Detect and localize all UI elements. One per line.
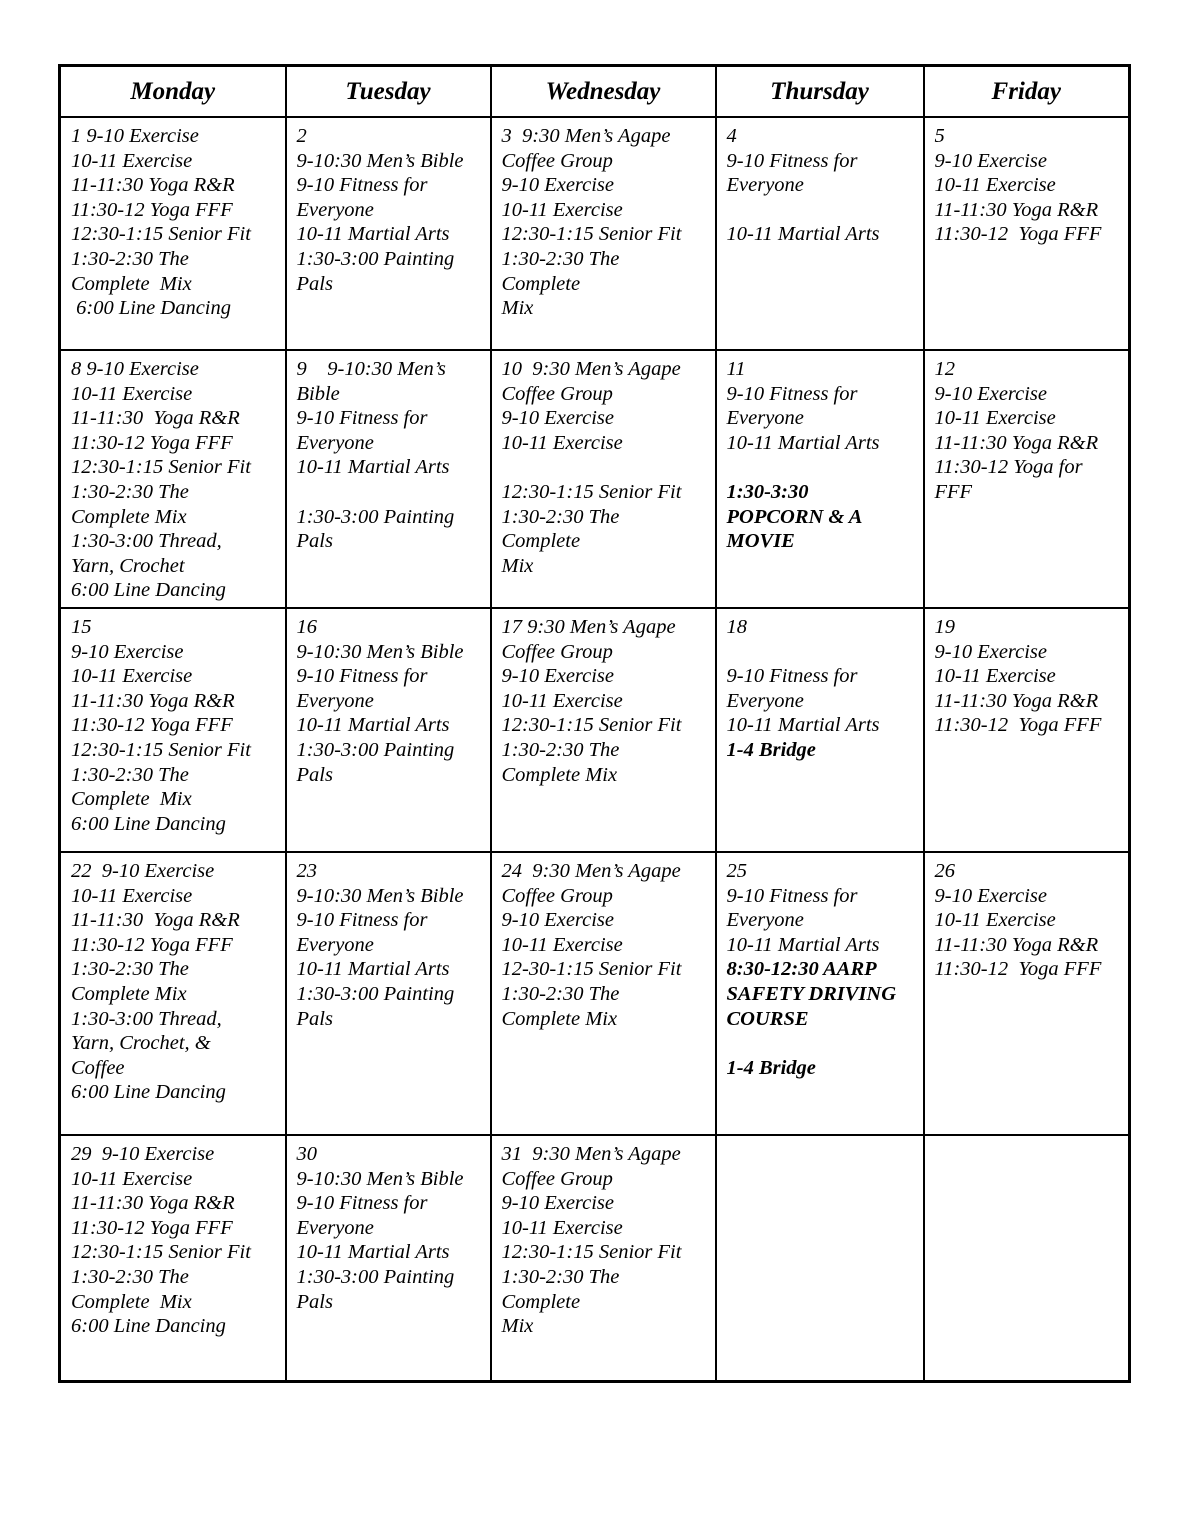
schedule-line: Everyone [296, 198, 374, 221]
schedule-line: 10-11 Martial Arts [296, 714, 450, 737]
schedule-line: Mix [501, 554, 534, 577]
schedule-line: 23 [296, 860, 317, 882]
schedule-line: 11:30-12 Yoga FFF [71, 714, 233, 737]
schedule-line: 9-10 Fitness for [296, 174, 428, 197]
schedule-line: 10-11 Exercise [71, 382, 193, 405]
week-row [60, 608, 1130, 852]
schedule-line: 18 [726, 616, 747, 638]
day-cell-monday [60, 117, 286, 350]
schedule-line: 10-11 Exercise [501, 431, 623, 454]
schedule-line [727, 1031, 914, 1056]
schedule-line: Everyone [296, 689, 374, 712]
schedule-line: Coffee Group [501, 1167, 613, 1190]
day-cell-friday [924, 350, 1130, 608]
schedule-line: 11-11:30 Yoga R&R [71, 407, 240, 430]
schedule-line: 11-11:30 Yoga R&R [934, 198, 1099, 221]
schedule-line: Complete [501, 1290, 581, 1313]
day-cell-content [925, 118, 1129, 247]
schedule-line: 11-11:30 Yoga R&R [71, 689, 235, 712]
day-cell-content [61, 351, 285, 603]
day-cell-thursday [716, 852, 924, 1135]
schedule-line: Complete [501, 530, 581, 553]
schedule-line: 9 9-10:30 Men’s [296, 358, 446, 380]
schedule-line: 1:30-3:00 Thread, [71, 530, 222, 553]
schedule-line: 12:30-1:15 Senior Fit [501, 1241, 682, 1264]
schedule-line: Complete Mix [71, 272, 192, 295]
day-cell-content [287, 609, 490, 787]
schedule-line: 8 9-10 Exercise [71, 358, 199, 380]
day-cell-content [925, 1136, 1129, 1142]
schedule-line: 6:00 Line Dancing [71, 812, 226, 835]
schedule-line: Coffee Group [501, 149, 613, 172]
schedule-line: 10-11 Exercise [71, 1167, 193, 1190]
schedule-line: 9-10 Fitness for [726, 665, 858, 688]
day-cell-friday [924, 852, 1130, 1135]
day-cell-content [492, 609, 715, 787]
schedule-line: FFF [934, 480, 973, 503]
schedule-line: 1:30-2:30 The [71, 1265, 189, 1288]
day-cell-content [717, 118, 923, 247]
schedule-line: Complete Mix [71, 1290, 192, 1313]
schedule-line: 30 [296, 1143, 317, 1165]
schedule-line: 9-10 Fitness for [296, 909, 428, 932]
schedule-line: 12:30-1:15 Senior Fit [71, 456, 251, 479]
schedule-line: 1:30-3:00 Painting [296, 505, 455, 528]
schedule-line: 10-11 Exercise [71, 149, 193, 172]
schedule-line: Coffee Group [501, 382, 613, 405]
day-cell-monday [60, 1135, 286, 1381]
schedule-line: 9-10 Fitness for [726, 382, 858, 405]
schedule-line: 6:00 Line Dancing [71, 579, 226, 602]
schedule-line: 6:00 Line Dancing [71, 297, 231, 320]
schedule-line: 10-11 Martial Arts [296, 1241, 450, 1264]
day-cell-thursday [716, 608, 924, 852]
schedule-line: 12:30-1:15 Senior Fit [501, 714, 682, 737]
week-row [60, 1135, 1130, 1381]
day-cell-content [287, 853, 490, 1031]
schedule-line: 11:30-12 Yoga FFF [934, 958, 1102, 981]
schedule-line: 11-11:30 Yoga R&R [934, 431, 1099, 454]
schedule-line: 10-11 Martial Arts [726, 714, 880, 737]
schedule-line: 10-11 Martial Arts [296, 456, 450, 479]
schedule-line: 11:30-12 Yoga FFF [71, 198, 233, 221]
day-cell-wednesday [491, 1135, 716, 1381]
schedule-line: 1-4 Bridge [726, 738, 816, 761]
schedule-line: 1:30-2:30 The [71, 763, 189, 786]
schedule-line: 12:30-1:15 Senior Fit [71, 223, 251, 246]
schedule-line: 11-11:30 Yoga R&R [71, 174, 235, 197]
day-cell-content [925, 853, 1129, 982]
schedule-line: 16 [296, 616, 317, 638]
header-monday: Monday [60, 66, 286, 118]
schedule-line [297, 480, 481, 505]
schedule-line: 9-10 Fitness for [296, 407, 428, 430]
calendar-table [58, 64, 1131, 1383]
schedule-line: 1:30-3:00 Painting [296, 247, 455, 270]
schedule-line: 1:30-2:30 The [501, 505, 620, 528]
schedule-line: 1:30-2:30 The [501, 1265, 620, 1288]
schedule-line: 10-11 Martial Arts [726, 223, 880, 246]
schedule-line: Everyone [296, 431, 374, 454]
day-cell-content [287, 1136, 490, 1314]
day-cell-thursday [716, 1135, 924, 1381]
schedule-line: Coffee Group [501, 640, 613, 663]
schedule-line: Everyone [726, 909, 804, 932]
schedule-line: 11:30-12 Yoga FFF [71, 1216, 233, 1239]
schedule-line: 10-11 Exercise [934, 174, 1056, 197]
schedule-line: MOVIE [726, 530, 795, 553]
schedule-line: Pals [296, 1290, 333, 1313]
day-cell-content [61, 609, 285, 836]
schedule-line: 1:30-3:00 Painting [296, 1265, 455, 1288]
schedule-line: 9-10 Exercise [934, 382, 1048, 405]
schedule-line: Pals [296, 1007, 333, 1030]
day-cell-wednesday [491, 350, 716, 608]
week-row [60, 117, 1130, 350]
schedule-line: COURSE [726, 1007, 809, 1030]
day-cell-thursday [716, 117, 924, 350]
schedule-line: 22 9-10 Exercise [71, 860, 215, 882]
schedule-line: 9-10 Exercise [934, 149, 1048, 172]
schedule-line: 11:30-12 Yoga for [934, 456, 1083, 479]
schedule-line: 10 9:30 Men’s Agape [501, 358, 681, 380]
schedule-line: 10-11 Exercise [71, 665, 193, 688]
schedule-line: 1:30-3:00 Painting [296, 738, 455, 761]
schedule-line: 10-11 Exercise [934, 909, 1056, 932]
schedule-line [727, 198, 914, 223]
schedule-line: 9-10 Fitness for [296, 665, 428, 688]
schedule-line: Pals [296, 763, 333, 786]
schedule-line: Everyone [726, 174, 804, 197]
schedule-line: 19 [934, 616, 955, 638]
schedule-line: 9-10 Exercise [934, 640, 1048, 663]
schedule-line: 10-11 Exercise [934, 407, 1056, 430]
day-cell-content [287, 351, 490, 554]
day-cell-content [717, 1136, 923, 1142]
day-cell-wednesday [491, 852, 716, 1135]
schedule-line: 10-11 Martial Arts [726, 431, 880, 454]
schedule-line: 25 [726, 860, 747, 882]
schedule-line: 6:00 Line Dancing [71, 1081, 226, 1104]
schedule-line: 5 [934, 125, 945, 147]
schedule-line: 11:30-12 Yoga FFF [934, 223, 1102, 246]
day-cell-monday [60, 350, 286, 608]
day-cell-friday [924, 608, 1130, 852]
day-cell-tuesday [286, 608, 491, 852]
day-cell-content [492, 351, 715, 578]
schedule-line: 9-10:30 Men’s Bible [296, 149, 464, 172]
schedule-line: 15 [71, 616, 92, 638]
schedule-line: 12:30-1:15 Senior Fit [71, 1241, 251, 1264]
schedule-line: 9-10 Exercise [501, 174, 615, 197]
schedule-line: 12 [934, 358, 955, 380]
schedule-line: 24 9:30 Men’s Agape [501, 860, 681, 882]
schedule-line: 1:30-2:30 The [501, 738, 620, 761]
schedule-line: POPCORN & A [726, 505, 863, 528]
day-cell-content [492, 118, 715, 321]
schedule-line: Everyone [726, 689, 804, 712]
header-thursday: Thursday [716, 66, 924, 118]
schedule-line: 8:30-12:30 AARP [726, 958, 877, 981]
week-row [60, 852, 1130, 1135]
schedule-line: 26 [934, 860, 955, 882]
schedule-line: Mix [501, 1315, 534, 1338]
schedule-line: 9-10:30 Men’s Bible [296, 884, 464, 907]
schedule-line: 11-11:30 Yoga R&R [71, 1192, 235, 1215]
day-cell-thursday [716, 350, 924, 608]
schedule-line: 10-11 Exercise [501, 689, 623, 712]
header-wednesday: Wednesday [491, 66, 716, 118]
schedule-line: 31 9:30 Men’s Agape [501, 1143, 681, 1165]
schedule-line: Pals [296, 272, 333, 295]
schedule-line: 4 [726, 125, 737, 147]
schedule-line: 11:30-12 Yoga FFF [71, 933, 233, 956]
schedule-line: 11-11:30 Yoga R&R [71, 909, 240, 932]
day-cell-content [925, 351, 1129, 505]
schedule-line: Complete Mix [71, 982, 187, 1005]
schedule-line: 1:30-2:30 The [71, 247, 189, 270]
day-cell-friday [924, 117, 1130, 350]
day-cell-content [61, 853, 285, 1105]
schedule-line: 1:30-2:30 The [501, 982, 620, 1005]
schedule-line: Coffee [71, 1056, 125, 1079]
schedule-line: 1:30-2:30 The [71, 958, 189, 981]
schedule-line: 10-11 Exercise [501, 1216, 623, 1239]
day-cell-wednesday [491, 608, 716, 852]
schedule-line: 11:30-12 Yoga FFF [934, 714, 1102, 737]
schedule-line: Yarn, Crochet, & [71, 1032, 211, 1055]
schedule-line: 10-11 Exercise [71, 884, 193, 907]
schedule-line: 10-11 Exercise [501, 933, 623, 956]
day-cell-content [717, 351, 923, 554]
schedule-line: 9-10 Fitness for [296, 1192, 428, 1215]
schedule-line: 9-10 Exercise [71, 640, 184, 663]
schedule-line: 9-10 Exercise [501, 665, 615, 688]
schedule-line: SAFETY DRIVING [726, 982, 897, 1005]
schedule-line: 1-4 Bridge [726, 1056, 816, 1079]
schedule-line [727, 455, 914, 480]
schedule-line: 10-11 Martial Arts [296, 958, 450, 981]
day-cell-content [717, 609, 923, 763]
schedule-line: Bible [296, 382, 340, 405]
day-cell-content [287, 118, 490, 296]
schedule-line: 3 9:30 Men’s Agape [501, 125, 671, 147]
schedule-line: Complete Mix [501, 763, 618, 786]
schedule-line: Complete [501, 272, 581, 295]
schedule-line: 12:30-1:15 Senior Fit [501, 223, 682, 246]
schedule-line: Yarn, Crochet [71, 554, 185, 577]
schedule-line: 1:30-2:30 The [501, 247, 620, 270]
day-cell-wednesday [491, 117, 716, 350]
schedule-line: 1:30-2:30 The [71, 480, 189, 503]
schedule-line: 6:00 Line Dancing [71, 1315, 226, 1338]
header-tuesday: Tuesday [286, 66, 491, 118]
schedule-line: 2 [296, 125, 307, 147]
schedule-line: 11-11:30 Yoga R&R [934, 689, 1099, 712]
schedule-line: 10-11 Martial Arts [726, 933, 880, 956]
schedule-line [502, 455, 706, 480]
day-cell-content [61, 118, 285, 321]
day-cell-content [492, 1136, 715, 1339]
schedule-line: 9-10 Exercise [934, 884, 1048, 907]
schedule-line: 12:30-1:15 Senior Fit [501, 480, 682, 503]
day-cell-tuesday [286, 1135, 491, 1381]
schedule-line: 11-11:30 Yoga R&R [934, 933, 1099, 956]
schedule-line: 11 [726, 358, 746, 380]
schedule-line: 9-10:30 Men’s Bible [296, 640, 464, 663]
day-cell-monday [60, 608, 286, 852]
schedule-line: 29 9-10 Exercise [71, 1143, 215, 1165]
schedule-line: 17 9:30 Men’s Agape [501, 616, 676, 638]
schedule-line: Everyone [726, 407, 804, 430]
schedule-line: 1:30-3:30 [726, 480, 809, 503]
day-cell-tuesday [286, 852, 491, 1135]
schedule-line: Mix [501, 297, 534, 320]
schedule-line: 12-30-1:15 Senior Fit [501, 958, 682, 981]
day-cell-tuesday [286, 350, 491, 608]
schedule-line: Pals [296, 530, 333, 553]
schedule-line: 9-10 Fitness for [726, 884, 858, 907]
schedule-line: Complete Mix [71, 505, 187, 528]
day-cell-monday [60, 852, 286, 1135]
schedule-line [727, 640, 914, 665]
schedule-line: 10-11 Martial Arts [296, 223, 450, 246]
schedule-line: Complete Mix [501, 1007, 618, 1030]
schedule-line: 1 9-10 Exercise [71, 125, 199, 147]
schedule-line: 1:30-3:00 Painting [296, 982, 455, 1005]
schedule-line: 12:30-1:15 Senior Fit [71, 738, 251, 761]
schedule-line: 9-10 Exercise [501, 909, 615, 932]
schedule-line: 10-11 Exercise [501, 198, 623, 221]
day-cell-friday [924, 1135, 1130, 1381]
schedule-line: 11:30-12 Yoga FFF [71, 431, 233, 454]
weekday-header-row [60, 66, 1130, 118]
schedule-line: 9-10:30 Men’s Bible [296, 1167, 464, 1190]
day-cell-tuesday [286, 117, 491, 350]
day-cell-content [717, 853, 923, 1080]
schedule-line: 9-10 Exercise [501, 1192, 615, 1215]
schedule-line: Complete Mix [71, 788, 192, 811]
schedule-line: 9-10 Fitness for [726, 149, 858, 172]
schedule-line: 10-11 Exercise [934, 665, 1056, 688]
schedule-line: 1:30-3:00 Thread, [71, 1007, 222, 1030]
day-cell-content [925, 609, 1129, 738]
schedule-line: Everyone [296, 933, 374, 956]
schedule-line: 9-10 Exercise [501, 407, 615, 430]
schedule-line: Everyone [296, 1216, 374, 1239]
schedule-line: Coffee Group [501, 884, 613, 907]
week-row [60, 350, 1130, 608]
day-cell-content [61, 1136, 285, 1339]
header-friday: Friday [924, 66, 1130, 118]
day-cell-content [492, 853, 715, 1031]
